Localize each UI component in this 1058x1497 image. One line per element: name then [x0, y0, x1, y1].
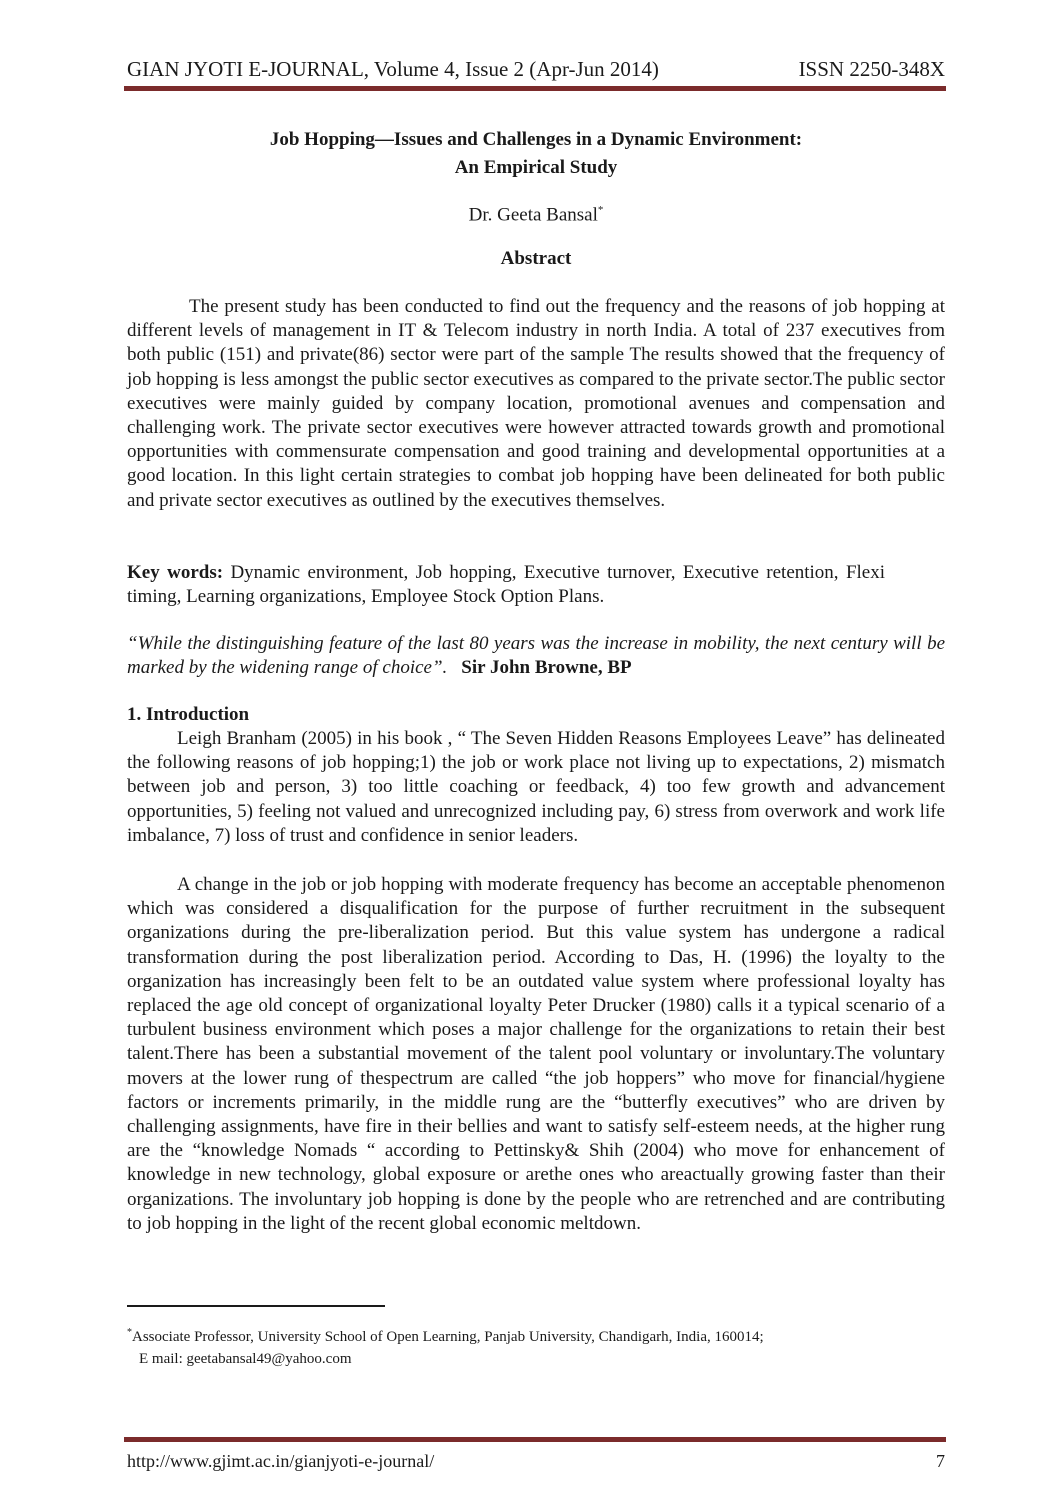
- title-line-2: An Empirical Study: [454, 157, 618, 178]
- paragraph: Leigh Branham (2005) in his book , “ The Seven Hidden Reasons Employees Leave” has delineated the following reasons of job hopping;1) the job or work place not living up to expectations, 2) mismatch between job and person, 3) too little coaching or feedback, 4) too few growth and advancement opportunities, 5) feeling not valued and unrecognized including pay, 6) stress from overwork and work life imbalance, 7) loss of trust and confidence in senior leaders.: [127, 728, 945, 846]
- footnote-affiliation: Associate Professor, University School of Open Learning, Panjab University, Chandigarh, India, 160014;: [132, 1329, 764, 1345]
- keywords-label: Key words:: [127, 562, 224, 583]
- epigraph-attribution: Sir John Browne, BP: [461, 657, 632, 679]
- author-footnote-mark: *: [597, 204, 604, 216]
- footnote-mark: *: [127, 1327, 132, 1338]
- footnote-affiliation-line: [127, 1322, 945, 1348]
- page-number: 7: [936, 1451, 945, 1471]
- keywords: [127, 561, 945, 609]
- abstract-text: The present study has been conducted to find out the frequency and the reasons of job hopping at different levels of management in IT & Telecom industry in north India. A total of 237 executives from both public (151) and private(86) sector were part of the sample The results showed that the frequency of job hopping is less amongst the public sector executives as compared to the private sector.The public sector executives were mainly guided by company location, promotional avenues and compensation and challenging work. The private sector executives were however attracted towards growth and promotional opportunities with commensurate compensation and good training and developmental opportunities at a good location. In this light certain strategies to combat job hopping have been delineated for both public and private sector executives as outlined by the executives themselves.: [127, 296, 945, 511]
- footnote: [127, 1322, 945, 1370]
- journal-name: GIAN JYOTI E-JOURNAL, Volume 4, Issue 2 (Apr-Jun 2014): [127, 57, 659, 81]
- author-name: Dr. Geeta Bansal: [468, 204, 598, 226]
- epigraph-text: “While the distinguishing feature of the last 80 years was the increase in mobility, the next century will be marked by the widening range of choice”.: [127, 633, 945, 679]
- section-heading-introduction: 1. Introduction: [127, 704, 250, 725]
- running-header: [127, 56, 945, 82]
- author: [127, 198, 945, 227]
- footnote-rule: [127, 1305, 385, 1307]
- footer-rule: [124, 1437, 946, 1442]
- abstract-heading: Abstract: [500, 248, 572, 269]
- footer-url[interactable]: http://www.gjimt.ac.in/gianjyoti-e-journal/: [127, 1451, 435, 1471]
- running-footer: [127, 1450, 945, 1472]
- paragraph: A change in the job or job hopping with moderate frequency has become an acceptable phenomenon which was considered a disqualification for the purpose of further recruitment in the subsequent organizations during the pre-liberalization period. But this value system has undergone a radical transformation during the post liberalization period. According to Das, H. (1996) the loyalty to the organization has increasingly been felt to be an outdated value system where professional loyalty has replaced the age old concept of organizational loyalty Peter Drucker (1980) calls it a typical scenario of a turbulent business environment which poses a major challenge for the organizations to retain their best talent.There has been a substantial movement of the talent pool voluntary or involuntary.The voluntary movers at the lower rung of thespectrum are called “the job hoppers” who move for financial/hygiene factors or increments primarily, in the middle rung are the “butterfly executives” who are driven by challenging assignments, have fire in their bellies and want to satisfy self-esteem needs, at the higher rung are the “knowledge Nomads “ according to Pettinsky& Shih (2004) who move for enhancement of knowledge in new technology, global exposure or arethe ones who areactually growing faster than their organizations. The involuntary job hopping is done by the people who are retrenched and are contributing to job hopping in the light of the recent global economic meltdown.: [127, 874, 945, 1234]
- header-rule: [124, 86, 946, 91]
- issn: ISSN 2250-348X: [798, 57, 945, 81]
- epigraph: [127, 632, 945, 680]
- footnote-email: E mail: geetabansal49@yahoo.com: [139, 1351, 352, 1367]
- paper-title: [127, 126, 945, 182]
- title-line-1: Job Hopping—Issues and Challenges in a Dynamic Environment:: [269, 129, 803, 150]
- keywords-text: Dynamic environment, Job hopping, Executive turnover, Executive retention, Flexi timing, Learning organizations, Employee Stock Option Plans.: [127, 562, 886, 608]
